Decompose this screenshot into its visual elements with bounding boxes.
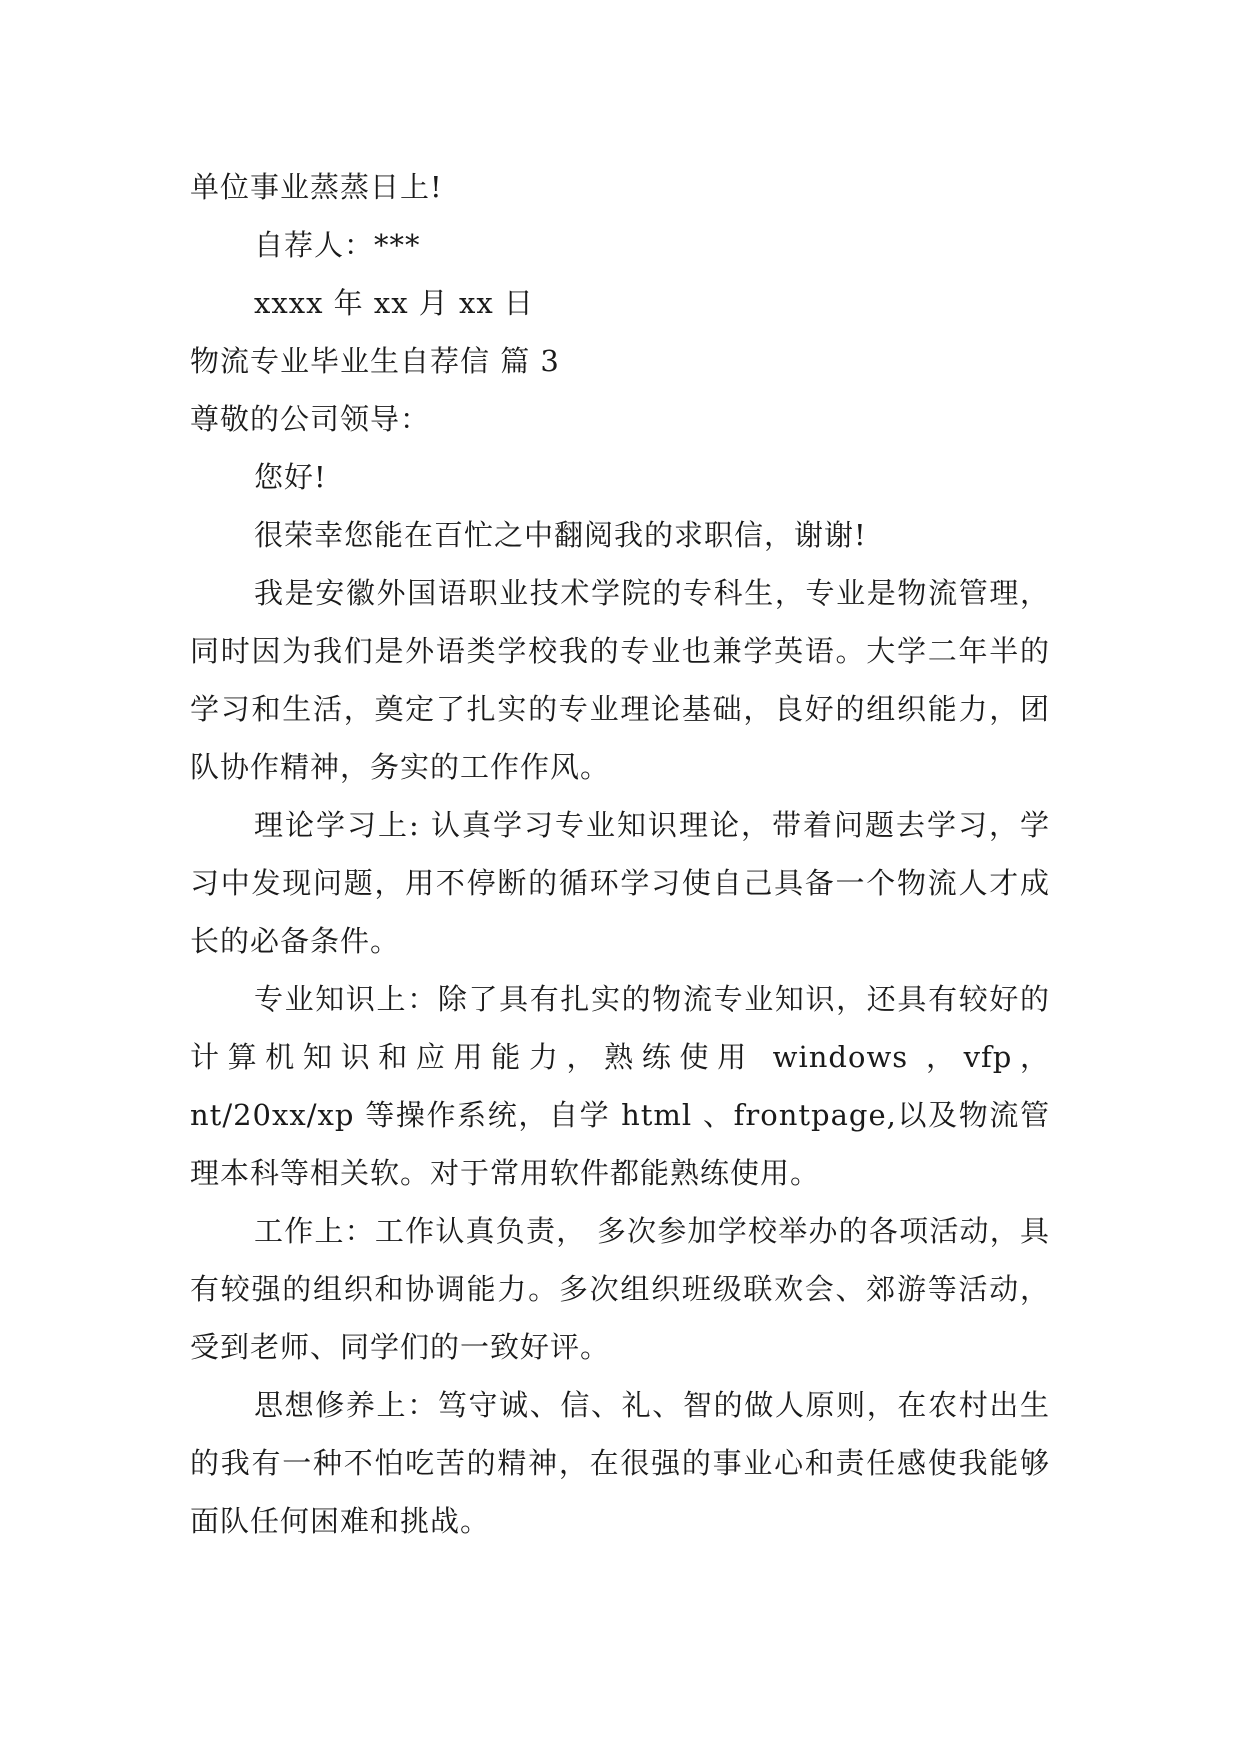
document-body	[190, 158, 1050, 1550]
salutation: 尊敬的公司领导：	[190, 402, 431, 436]
section-heading: 物流专业毕业生自荐信 篇 3	[190, 344, 560, 378]
paragraph-thanks: 很荣幸您能在百忙之中翻阅我的求职信，谢谢!	[254, 518, 867, 552]
paragraph-theory-study: 理论学习上: 认真学习专业知识理论，带着问题去学习，学习中发现问题，用不停断的循环学习使自己具备一个物流人才成长的必备条件。	[190, 808, 1050, 958]
greeting: 您好!	[254, 460, 327, 494]
paragraph-work: 工作上：工作认真负责， 多次参加学校举办的各项活动，具有较强的组织和协调能力。多次组织班级联欢会、郊游等活动，受到老师、同学们的一致好评。	[190, 1214, 1050, 1364]
paragraph-moral-cultivation: 思想修养上：笃守诚、信、礼、智的做人原则，在农村出生的我有一种不怕吃苦的精神，在很强的事业心和责任感使我能够面队任何困难和挑战。	[190, 1388, 1050, 1538]
paragraph-professional-knowledge: 专业知识上：除了具有扎实的物流专业知识，还具有较好的计算机知识和应用能力，熟练使用 windows ，vfp，nt/20xx/xp 等操作系统，自学 html 、frontpage,以及物流管理本科等相关软。对于常用软件都能熟练使用。	[190, 982, 1050, 1190]
paragraph-introduction: 我是安徽外国语职业技术学院的专科生，专业是物流管理，同时因为我们是外语类学校我的专业也兼学英语。大学二年半的学习和生活，奠定了扎实的专业理论基础，良好的组织能力，团队协作精神，务实的工作作风。	[190, 576, 1050, 784]
date-line: xxxx 年 xx 月 xx 日	[254, 286, 534, 320]
closing-line: 单位事业蒸蒸日上!	[190, 170, 443, 204]
signature-line: 自荐人：***	[254, 228, 421, 262]
